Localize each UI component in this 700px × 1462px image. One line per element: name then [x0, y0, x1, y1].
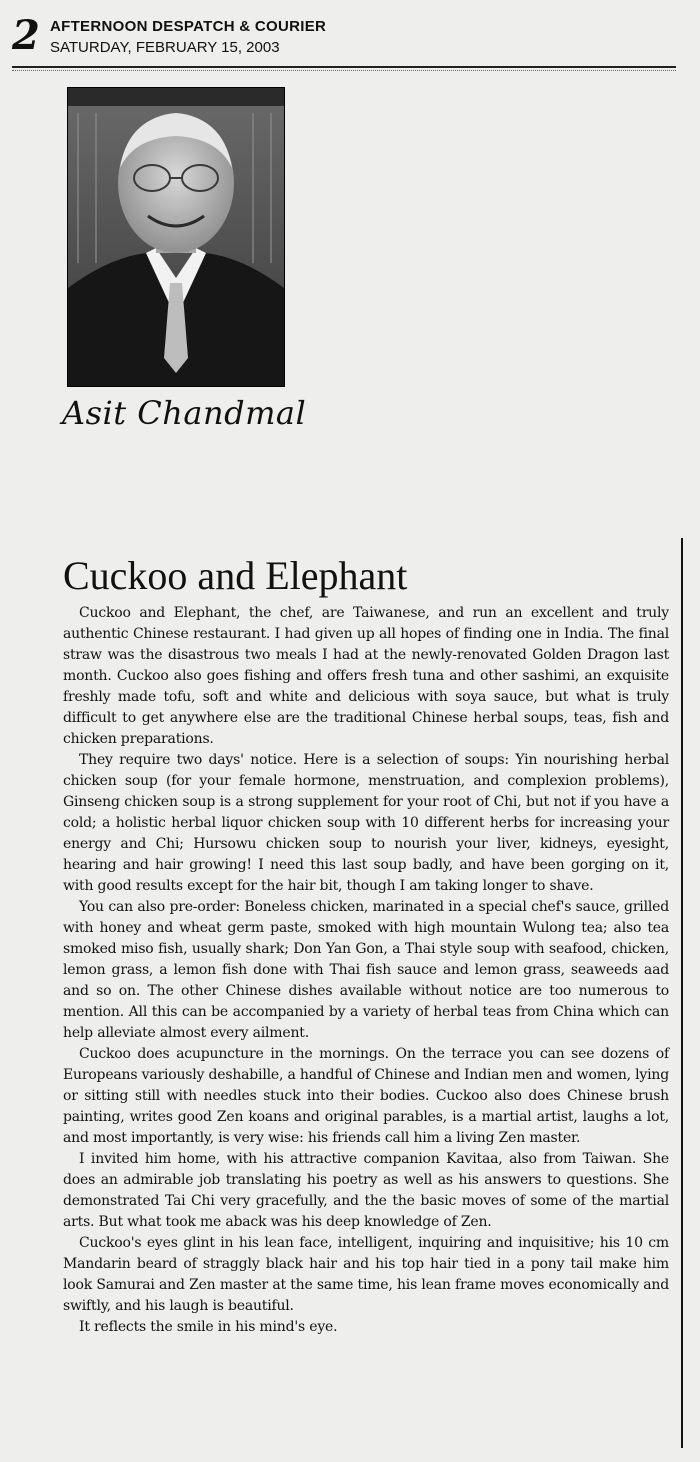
header-dotted-rule [12, 70, 676, 71]
masthead: AFTERNOON DESPATCH & COURIER [50, 18, 327, 35]
article [63, 553, 669, 1338]
author-portrait-illustration [68, 88, 284, 386]
article-paragraph: You can also pre-order: Boneless chicken, marinated in a special chef's sauce, grilled with honey and wheat germ paste, smoked with high mountain Wulong tea; also tea smoked miso fish, usually shark; Don Yan Gon, a Thai style soup with seafood, chicken, lemon grass, a lemon fish done with Thai fish sauce and lemon grass, seaweeds aad and so on. The other Chinese dishes available without notice are too numerous to mention. All this can be accompanied by a variety of herbal teas from China which can help alleviate almost every ailment. [63, 899, 669, 1041]
author-signature: Asit Chandmal [62, 394, 307, 432]
author-photo [67, 87, 285, 387]
dateline: SATURDAY, FEBRUARY 15, 2003 [50, 39, 280, 56]
article-paragraph: Cuckoo and Elephant, the chef, are Taiwanese, and run an excellent and truly authentic Chinese restaurant. I had given up all hopes of finding one in India. The final straw was the disastrous two meals I had at the newly-renovated Golden Dragon last month. Cuckoo also goes fishing and offers fresh tuna and other sashimi, an exquisite freshly made tofu, soft and white and delicious with soya sauce, but what is truly difficult to get anywhere else are the traditional Chinese herbal soups, teas, fish and chicken preparations. [63, 605, 669, 747]
article-paragraph: It reflects the smile in his mind's eye. [79, 1319, 338, 1335]
article-paragraph: I invited him home, with his attractive companion Kavitaa, also from Taiwan. She does an admirable job translating his poetry as well as his answers to questions. She demonstrated Tai Chi very gracefully, and the the basic moves of some of the martial arts. But what took me aback was his deep knowledge of Zen. [63, 1151, 669, 1230]
article-headline: Cuckoo and Elephant [63, 553, 408, 598]
article-paragraph: Cuckoo does acupuncture in the mornings. On the terrace you can see dozens of Europeans variously deshabille, a handful of Chinese and Indian men and women, lying or sitting still with needles stuck into their bodies. Cuckoo also does Chinese brush painting, writes good Zen koans and original parables, is a martial artist, laughs a lot, and most importantly, is very wise: his friends call him a living Zen master. [63, 1046, 669, 1146]
article-paragraph: They require two days' notice. Here is a selection of soups: Yin nourishing herbal chicken soup (for your female hormone, menstruation, and complexion problems), Ginseng chicken soup is a strong supplement for your root of Chi, but not if you have a cold; a holistic herbal liquor chicken soup with 10 different herbs for increasing your energy and Chi; Hursowu chicken soup to nourish your liver, kidneys, eyesight, hearing and hair growing! I need this last soup badly, and have been gorging on it, with good results except for the hair bit, though I am taking longer to shave. [63, 752, 669, 894]
article-body [63, 603, 669, 1338]
column-rule [681, 538, 683, 1448]
page-number: 2 [12, 12, 40, 59]
newspaper-header [12, 14, 676, 66]
header-rule [12, 66, 676, 68]
article-paragraph: Cuckoo's eyes glint in his lean face, intelligent, inquiring and inquisitive; his 10 cm Mandarin beard of straggly black hair and his top hair tied in a pony tail make him look Samurai and Zen master at the same time, his lean frame moves economically and swiftly, and his laugh is beautiful. [63, 1235, 669, 1314]
